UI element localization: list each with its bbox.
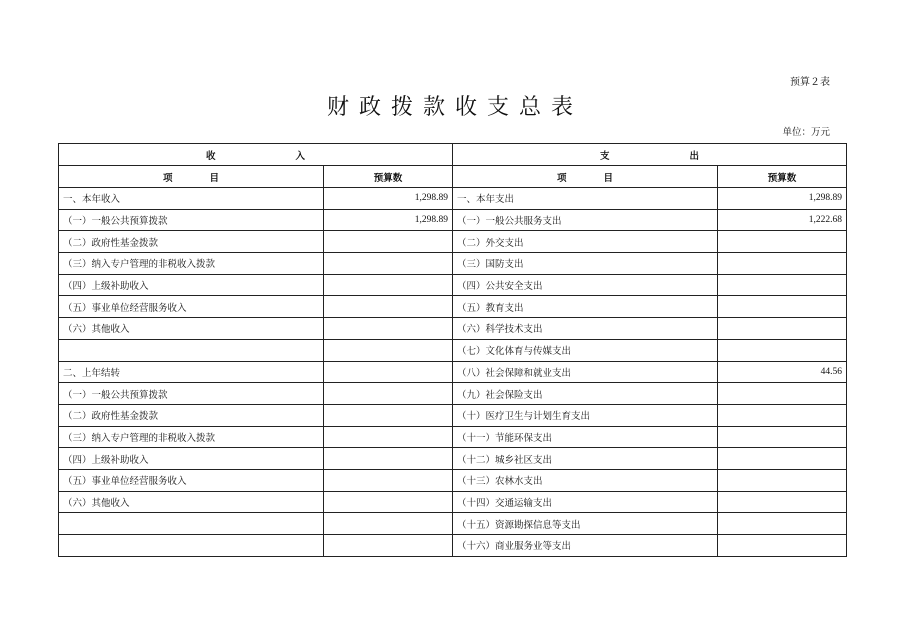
table-row (59, 535, 847, 557)
income-item-cell: （一）一般公共预算拨款 (59, 209, 324, 231)
income-item-cell: （四）上级补助收入 (59, 274, 324, 296)
income-amount-cell (324, 535, 453, 557)
table-row (59, 426, 847, 448)
expense-item-cell: （十六）商业服务业等支出 (453, 535, 718, 557)
expense-item-cell: （九）社会保险支出 (453, 383, 718, 405)
income-item-cell: （二）政府性基金拨款 (59, 404, 324, 426)
expense-amount-cell (718, 535, 847, 557)
expense-item-cell: （七）文化体育与传媒支出 (453, 339, 718, 361)
income-amount-cell (324, 469, 453, 491)
expense-amount-cell (718, 404, 847, 426)
expense-amount-cell (718, 253, 847, 275)
column-header-row (59, 166, 847, 188)
expense-amount-cell (718, 448, 847, 470)
expense-item-cell: （三）国防支出 (453, 253, 718, 275)
expense-amount-header: 预算数 (718, 166, 847, 188)
income-item-cell: 二、上年结转 (59, 361, 324, 383)
expense-item-cell: （十二）城乡社区支出 (453, 448, 718, 470)
group-header-row (59, 144, 847, 166)
income-item-cell: （二）政府性基金拨款 (59, 231, 324, 253)
table-row (59, 274, 847, 296)
income-amount-cell (324, 296, 453, 318)
expense-amount-cell (718, 469, 847, 491)
expense-item-cell: （六）科学技术支出 (453, 318, 718, 340)
income-item-cell: （六）其他收入 (59, 318, 324, 340)
expense-amount-cell (718, 339, 847, 361)
income-amount-cell: 1,298.89 (324, 188, 453, 210)
expense-amount-cell: 44.56 (718, 361, 847, 383)
expense-item-cell: 一、本年支出 (453, 188, 718, 210)
expense-item-cell: （五）教育支出 (453, 296, 718, 318)
income-item-cell: （五）事业单位经营服务收入 (59, 296, 324, 318)
table-row (59, 188, 847, 210)
income-item-cell: （三）纳入专户管理的非税收入拨款 (59, 253, 324, 275)
income-amount-cell (324, 318, 453, 340)
expense-amount-cell: 1,298.89 (718, 188, 847, 210)
income-amount-cell (324, 274, 453, 296)
expense-amount-cell (718, 318, 847, 340)
income-item-cell: 一、本年收入 (59, 188, 324, 210)
table-body (59, 188, 847, 557)
expense-group-label: 支出 (600, 151, 780, 162)
table-row (59, 339, 847, 361)
expense-amount-cell (718, 491, 847, 513)
table-row (59, 513, 847, 535)
income-amount-cell (324, 253, 453, 275)
table-row (59, 404, 847, 426)
expense-group-header (453, 144, 847, 166)
income-amount-cell (324, 426, 453, 448)
table-row (59, 361, 847, 383)
income-group-header (59, 144, 453, 166)
expense-item-cell: （二）外交支出 (453, 231, 718, 253)
unit-label: 单位：万元 (782, 128, 830, 138)
income-amount-cell (324, 404, 453, 426)
table-row (59, 231, 847, 253)
expense-item-header-label: 项目 (557, 173, 651, 184)
expense-item-cell: （四）公共安全支出 (453, 274, 718, 296)
income-item-cell: （六）其他收入 (59, 491, 324, 513)
income-amount-cell (324, 339, 453, 361)
table-row (59, 253, 847, 275)
income-group-label: 收入 (206, 151, 386, 162)
table-row (59, 383, 847, 405)
expense-item-cell: （八）社会保障和就业支出 (453, 361, 718, 383)
income-amount-cell: 1,298.89 (324, 209, 453, 231)
expense-item-cell: （十一）节能环保支出 (453, 426, 718, 448)
expense-item-cell: （十四）交通运输支出 (453, 491, 718, 513)
income-item-cell (59, 513, 324, 535)
income-amount-cell (324, 361, 453, 383)
income-amount-cell (324, 383, 453, 405)
expense-amount-cell (718, 513, 847, 535)
expense-amount-cell (718, 426, 847, 448)
income-item-cell: （一）一般公共预算拨款 (59, 383, 324, 405)
expense-amount-cell (718, 296, 847, 318)
expense-amount-cell (718, 274, 847, 296)
expense-item-cell: （一）一般公共服务支出 (453, 209, 718, 231)
table-row (59, 318, 847, 340)
table-row (59, 469, 847, 491)
table-row (59, 491, 847, 513)
income-item-cell: （五）事业单位经营服务收入 (59, 469, 324, 491)
income-amount-cell (324, 231, 453, 253)
page-title: 财政拨款收支总表 (326, 95, 583, 120)
table-number: 预算２表 (790, 77, 830, 88)
expense-item-cell: （十五）资源勘探信息等支出 (453, 513, 718, 535)
income-item-header (59, 166, 324, 188)
income-amount-cell (324, 513, 453, 535)
income-item-cell: （三）纳入专户管理的非税收入拨款 (59, 426, 324, 448)
expense-amount-cell (718, 231, 847, 253)
expense-item-cell: （十）医疗卫生与计划生育支出 (453, 404, 718, 426)
income-item-cell (59, 339, 324, 361)
income-amount-cell (324, 448, 453, 470)
table-row (59, 296, 847, 318)
expense-item-cell: （十三）农林水支出 (453, 469, 718, 491)
income-item-cell (59, 535, 324, 557)
expense-amount-cell (718, 383, 847, 405)
income-item-cell: （四）上级补助收入 (59, 448, 324, 470)
income-amount-cell (324, 491, 453, 513)
budget-table (58, 143, 847, 557)
expense-item-header (453, 166, 718, 188)
income-item-header-label: 项目 (162, 173, 256, 184)
income-amount-header: 预算数 (324, 166, 453, 188)
table-row (59, 209, 847, 231)
table-row (59, 448, 847, 470)
expense-amount-cell: 1,222.68 (718, 209, 847, 231)
